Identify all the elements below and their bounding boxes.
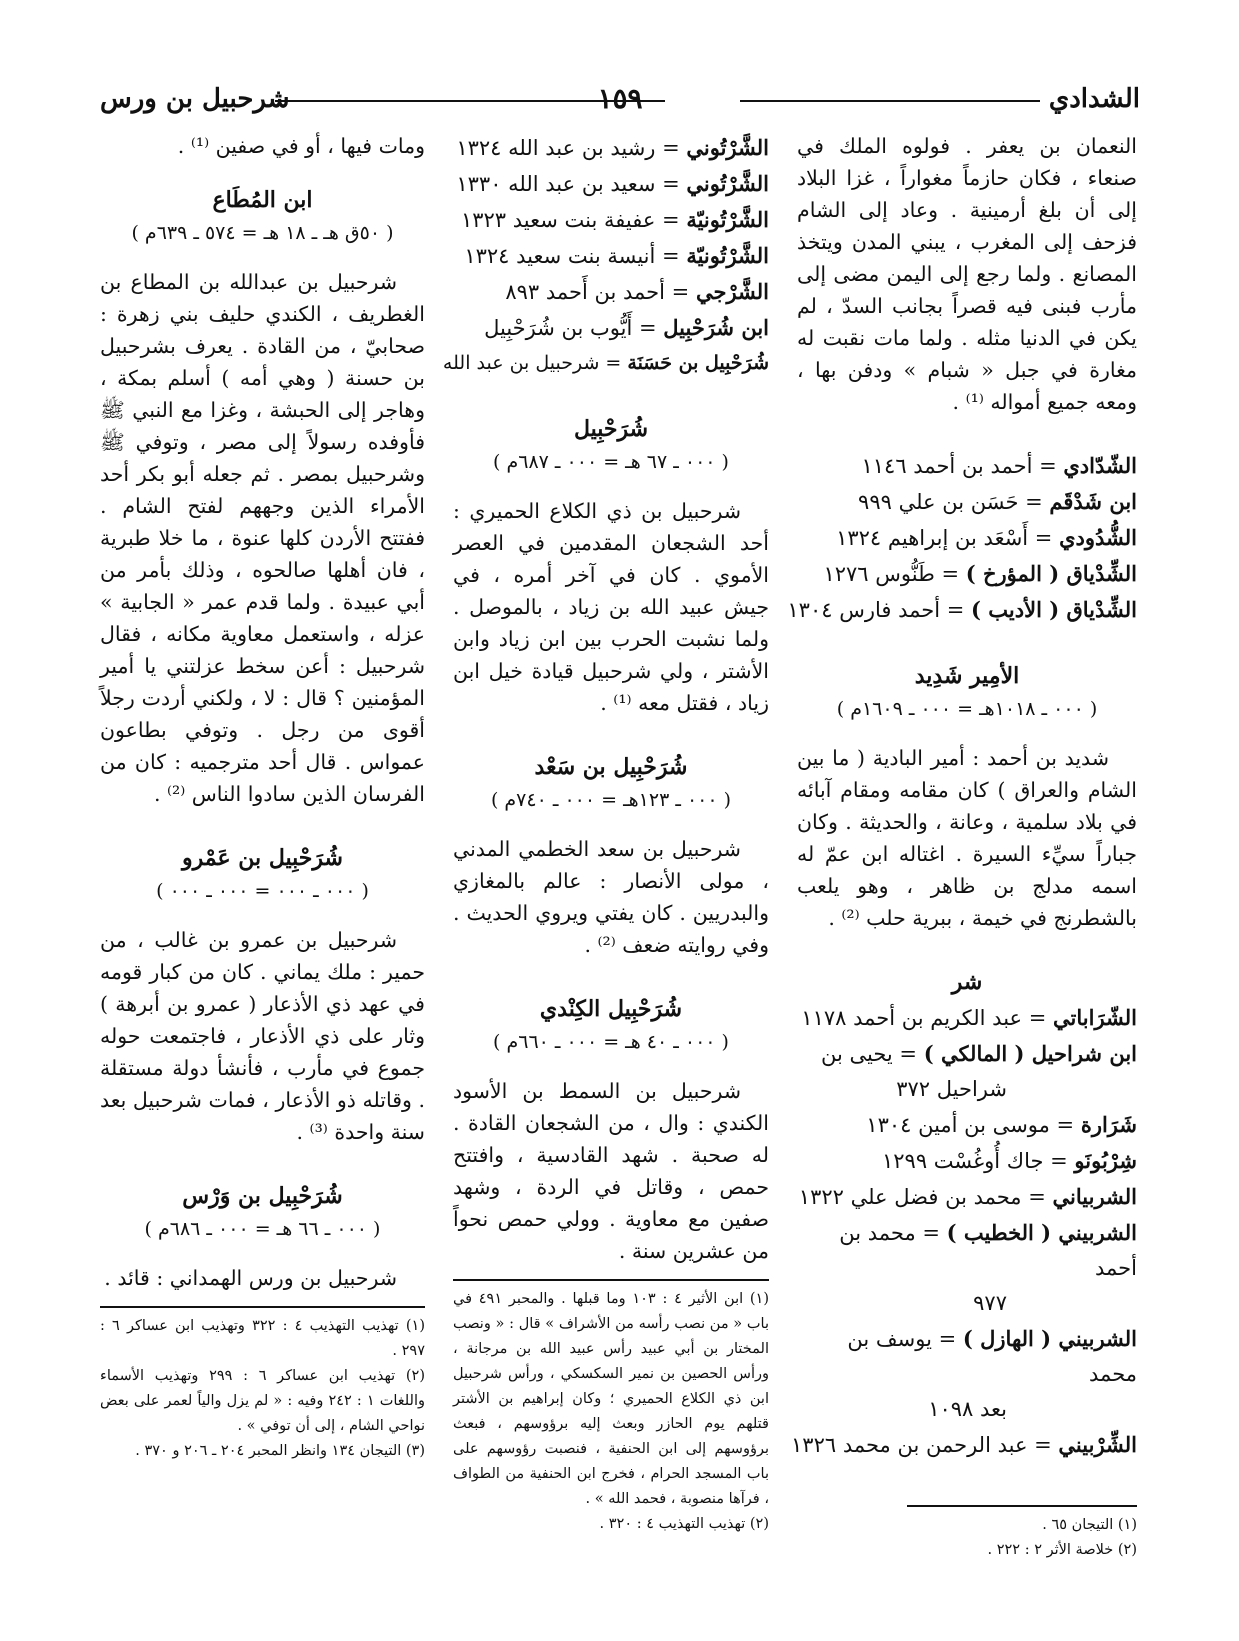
entry-dates: ( ٥٠ق هـ ـ ١٨ هـ = ٥٧٤ ـ ٦٣٩م ) <box>131 222 394 244</box>
entry-text: شرحبيل بن عبدالله بن المطاع بن الغطريف ، الكندي حليف بني زهرة : صحابيّ ، من القادة . يعرف بشرحبيل بن حسنة ( وهي أمه ) أسلم بمكة ، وهاجر إلى الحبشة ، وغزا مع النبي ﷺ فأوفده رسولاً إلى مصر ، وتوفي ﷺ وشرحبيل بمصر . ثم جعله أبو بكر أحد الأمراء الذين وجههم لفتح الشام . ففتتح الأردن كلها عنوة ، ما خلا طبرية ، فان أهلها صالحوه ، وذلك بأمر من أبي عبيدة . ولما قدم عمر « الجابية » عزله ، واستعمل معاوية مكانه ، فقال شرحبيل : أعن سخط عزلتني يا أمير المؤمنين ؟ قال : لا ، ولكني أردت رجلاً أقوى من رجل . وتوفي بطاعون عمواس . قال أحد مترجميه : كان من الفرسان الذين سادوا الناس ⁽²⁾ . <box>100 270 425 806</box>
footnote: (٢) تهذيب التهذيب ٤ : ٣٢٠ . <box>599 1516 769 1532</box>
entry-dates: ( ٠٠٠ ـ ٦٦ هـ = ٠٠٠ ـ ٦٨٦م ) <box>144 1218 381 1240</box>
ref-entry: الشِّرْبيني = عبد الرحمن بن محمد ١٣٢٦ <box>791 1432 1137 1457</box>
entry-text: شرحبيل بن سعد الخطمي المدني ، مولى الأنصار : عالم بالمغازي والبدريين . كان يفتي ويروي الحديث . وفي روايته ضعف ⁽²⁾ . <box>453 837 769 957</box>
entry-dates: ( ٠٠٠ ـ ٠٠٠ = ٠٠٠ ـ ٠٠٠ ) <box>156 880 369 902</box>
ref-entry: الشربيني ( الهازل ) = يوسف بن محمد بعد ١٠٩٨ <box>847 1326 1137 1421</box>
page-number: ١٥٩ <box>597 82 643 115</box>
ref-entry: الشَّرْجي = أحمد بن أَحمد ٨٩٣ <box>505 279 769 304</box>
entry-text: شرحبيل بن ورس الهمداني : قائد . <box>104 1266 397 1290</box>
footnote-rule <box>100 1306 425 1308</box>
ref-entry: شِرْبُونَو = جاك أُوغُسْت ١٢٩٩ <box>881 1148 1137 1173</box>
ref-entry: الشَّرْتُونيّة = عفيفة بنت سعيد ١٣٢٣ <box>460 207 769 232</box>
footnote: (١) ابن الأثير ٤ : ١٠٣ وما قبلها . والمحبر ٤٩١ في باب « من نصب رأسه من الأشراف » قال : « ونصب المختار بن أبي عبيد رأس عبيد الله بن مرجانة ، ورأس الحصين بن نمير السكسكي ، ورأس شرحبيل ابن ذي الكلاع الحميري ؛ وكان إبراهيم بن الأشتر قتلهم يوم الحازر وبعث إليه برؤوسهم ، فبعث برؤوسهم إلى ابن الحنفية ، فنصبت رؤوسهم على باب المسجد الحرام ، فخرج ابن الحنفية من الطواف ، فرآها منصوبة ، فحمد الله » . <box>453 1291 769 1507</box>
header-left-title: شرحبيل بن ورس <box>100 84 290 114</box>
ref-entry: الشربياني = محمد بن فضل علي ١٣٢٢ <box>798 1184 1137 1209</box>
ref-entry: شُرَحْبِيل بن حَسَنَة = شرحبيل بن عبد الله <box>442 352 769 374</box>
entry-text: شرحبيل بن ذي الكلاع الحميري : أحد الشجعان المقدمين في العصر الأموي . كان في آخر أمره ، في جيش عبيد الله بن زياد ، بالموصل . ولما نشبت الحرب بين ابن زياد وابن الأشتر ، ولي شرحبيل قيادة خيل ابن زياد ، فقتل معه ⁽¹⁾ . <box>453 499 769 715</box>
entry-title: شُرَحْبِيل بن عَمْرو <box>182 845 343 871</box>
entry-title: شُرَحْبِيل <box>573 416 649 442</box>
entry-title: شُرَحْبِيل الكِنْدي <box>539 996 683 1022</box>
footnote: (٣) التيجان ١٣٤ وانظر المحبر ٢٠٤ ـ ٢٠٦ و ٣٧٠ . <box>135 1443 425 1459</box>
running-header <box>100 80 1140 120</box>
header-rule-left <box>275 100 665 102</box>
entry-title: شُرَحْبِيل بن سَعْد <box>534 754 688 780</box>
entry-dates: ( ٠٠٠ ـ ٦٧ هـ = ٠٠٠ ـ ٦٨٧م ) <box>493 451 729 473</box>
footnote-rule <box>907 1505 1137 1507</box>
footnote: (١) تهذيب التهذيب ٤ : ٣٢٢ وتهذيب ابن عساكر ٦ : ٢٩٧ . <box>100 1318 425 1359</box>
column-middle <box>442 130 769 1537</box>
entry-text: شديد بن أحمد : أمير البادية ( ما بين الشام والعراق ) كان مقامه ومقام آبائه في بلاد سلمية ، وعانة ، والحديثة . وكان جباراً سيِّء السيرة . اغتاله ابن عمّ له اسمه مدلج بن ظاهر ، وهو يلعب بالشطرنج في خيمة ، ببرية حلب ⁽²⁾ . <box>797 746 1137 930</box>
entry-title: الأمِير شَدِيد <box>914 663 1020 689</box>
continued-entry-text: النعمان بن يعفر . فولوه الملك في صنعاء ، فكان حازماً مغواراً ، غزا البلاد إلى أن بلغ أرمينية . وعاد إلى الشام فزحف إلى المغرب ، يبني المدن ويتخذ المصانع . ولما رجع إلى اليمن مضى إلى مأرب فبنى فيه قصراً بجانب السدّ ، لم يكن في الدنيا مثله . ولما مات نقبت له مغارة في جبل « شبام » ودفن بها ، ومعه جميع أمواله ⁽¹⁾ . <box>797 134 1137 414</box>
entry-text: شرحبيل بن عمرو بن غالب ، من حمير : ملك يماني . كان من كبار قومه في عهد ذي الأذعار ( عمرو بن أبرهة ) وثار على ذي الأذعار ، فاجتمعت حوله جموع في مأرب ، فأنشأ دولة مستقلة . وقاتله ذو الأذعار ، فمات شرحبيل بعد سنة واحدة ⁽³⁾ . <box>100 928 425 1144</box>
entry-text: شرحبيل بن السمط بن الأسود الكندي : وال ، من الشجعان القادة . له صحبة . شهد القادسية ، وافتتح حمص ، وقاتل في الردة ، وشهد صفين مع معاوية . وولي حمص نحواً من عشرين سنة . <box>453 1079 769 1263</box>
entry-title: شُرَحْبِيل بن وَرْس <box>182 1183 343 1209</box>
footnote-rule <box>453 1279 769 1281</box>
header-right-title: الشدادي <box>1048 84 1140 114</box>
ref-entry: الشِّدْياق ( المؤرخ ) = طَنُّوس ١٢٧٦ <box>823 561 1137 586</box>
ref-entry: الشَّرْتُوني = سعيد بن عبد الله ١٣٣٠ <box>456 171 769 196</box>
ref-entry: ابن شراحيل ( المالكي ) = يحيى بن شراحيل ٣٧٢ <box>821 1041 1137 1101</box>
ref-entry: ابن شَدْقَم = حَسَن بن علي ٩٩٩ <box>858 489 1137 514</box>
ref-entry: ابن شُرَحْبِيل = أَيُّوب بن شُرَحْبِيل <box>484 315 769 340</box>
footnote: (١) التيجان ٦٥ . <box>1042 1517 1137 1533</box>
ref-entry: الشُّدُودي = أَسْعَد بن إبراهيم ١٣٢٤ <box>836 525 1137 550</box>
ref-entry: الشّرَاباتي = عبد الكريم بن أحمد ١١٧٨ <box>801 1005 1137 1030</box>
entry-dates: ( ٠٠٠ ـ ٤٠ هـ = ٠٠٠ ـ ٦٦٠م ) <box>493 1031 729 1053</box>
ref-entry: شَرَارة = موسى بن أمين ١٣٠٤ <box>866 1112 1137 1137</box>
column-left <box>100 130 425 1464</box>
ref-entry: الشَّرْتُوني = رشيد بن عبد الله ١٣٢٤ <box>456 135 769 160</box>
header-rule-right <box>740 100 1040 102</box>
ref-entry: الشّدّادي = أحمد بن أحمد ١١٤٦ <box>861 453 1137 478</box>
entry-dates: ( ٠٠٠ ـ ١٢٣هـ = ٠٠٠ ـ ٧٤٠م ) <box>490 789 732 811</box>
footnote: (٢) خلاصة الأثر ٢ : ٢٢٢ . <box>987 1542 1137 1558</box>
continued-entry-text: ومات فيها ، أو في صفين ⁽¹⁾ . <box>177 134 425 158</box>
ref-entry: الشَّرْتُونيّة = أنيسة بنت سعيد ١٣٢٤ <box>464 243 769 268</box>
entry-title: ابن المُطَاع <box>212 187 313 213</box>
ref-entry: الشِّدْياق ( الأديب ) = أحمد فارس ١٣٠٤ <box>787 597 1137 622</box>
column-right <box>787 130 1137 1563</box>
section-label: شر <box>951 969 983 995</box>
footnote: (٢) تهذيب ابن عساكر ٦ : ٢٩٩ وتهذيب الأسماء واللغات ١ : ٢٤٢ وفيه : « لم يزل والياً لعمر على بعض نواحي الشام ، إلى أن توفي » . <box>100 1368 426 1434</box>
entry-dates: ( ٠٠٠ ـ ١٠١٨هـ = ٠٠٠ ـ ١٦٠٩م ) <box>836 698 1098 720</box>
ref-entry: الشربيني ( الخطيب ) = محمد بن أحمد ٩٧٧ <box>839 1220 1137 1315</box>
